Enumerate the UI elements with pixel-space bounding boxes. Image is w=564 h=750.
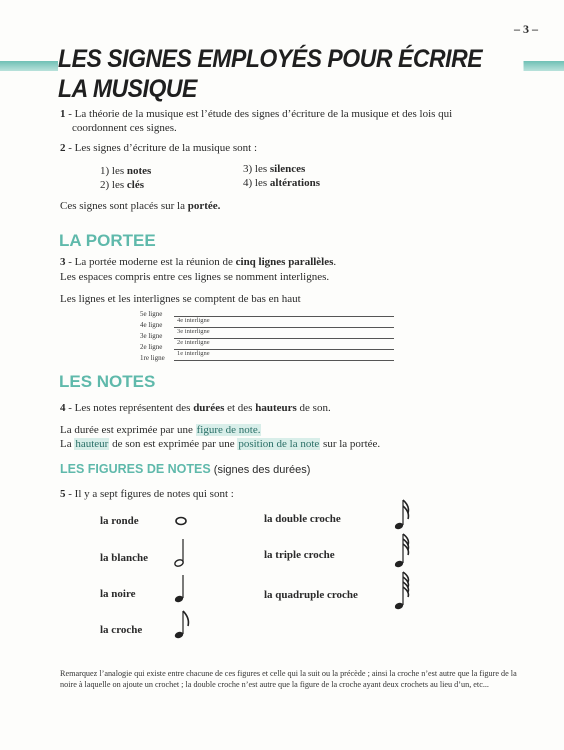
space-label: 3e interligne: [177, 328, 210, 335]
section-heading-notes: LES NOTES: [59, 372, 156, 391]
paragraph-1: 1 - La théorie de la musique est l’étude des signes d’écriture de la musique et des lois qui: [60, 108, 453, 120]
list-item: 1) les notes: [100, 165, 152, 177]
paragraph-3-cont: Les espaces compris entre ces lignes se nomment interlignes.: [60, 271, 330, 283]
paragraph-1-cont: coordonnent ces signes.: [72, 122, 177, 134]
line-label: 5e ligne: [140, 310, 163, 318]
paragraph-5: 5 - Il y a sept figures de notes qui sont :: [60, 488, 234, 500]
line-label: 3e ligne: [140, 332, 163, 340]
space-label: 4e interligne: [177, 317, 210, 324]
note-label: la quadruple croche: [264, 589, 358, 601]
page-title: LES SIGNES EMPLOYÉS POUR ÉCRIRE LA MUSIQUE: [58, 44, 524, 104]
note-label: la blanche: [100, 552, 148, 564]
hauteur-sentence: La hauteur de son est exprimée par une position de la note sur la portée.: [60, 438, 381, 450]
paragraph-2: 2 - Les signes d’écriture de la musique sont :: [60, 142, 258, 154]
note-label: la ronde: [100, 515, 139, 527]
note-label: la croche: [100, 624, 143, 636]
section-heading-figures: LES FIGURES DE NOTES (signes des durées): [60, 462, 311, 476]
list-item: 2) les clés: [100, 179, 144, 191]
note-label: la triple croche: [264, 549, 335, 561]
note-label: la noire: [100, 588, 136, 600]
page-number: – 3 –: [514, 22, 538, 36]
eighth-note-icon: [172, 610, 192, 645]
thirty-second-note-icon: [392, 533, 412, 574]
line-label: 2e ligne: [140, 343, 163, 351]
quarter-note-icon: [172, 574, 186, 609]
duree-sentence: La durée est exprimée par une figure de note.: [60, 424, 261, 436]
section-heading-portee: LA PORTEE: [59, 231, 156, 250]
line-label: 4e ligne: [140, 321, 163, 329]
paragraph-3: 3 - La portée moderne est la réunion de cinq lignes parallèles.: [60, 256, 337, 268]
list-item: 3) les silences: [243, 163, 306, 175]
sixty-fourth-note-icon: [392, 571, 412, 616]
staff-line: [174, 360, 394, 361]
whole-note-icon: [174, 514, 188, 533]
half-note-icon: [172, 538, 186, 573]
line-label: 1re ligne: [140, 354, 165, 362]
paragraph-4: 4 - Les notes représentent des durées et des hauteurs de son.: [60, 402, 331, 414]
space-label: 2e interligne: [177, 339, 210, 346]
list-item: 4) les altérations: [243, 177, 320, 189]
sixteenth-note-icon: [392, 499, 412, 536]
placed-sentence: Ces signes sont placés sur la portée.: [60, 200, 221, 212]
remark-note: Remarquez l’analogie qui existe entre chacune de ces figures et celle qui la suit ou la précède ; ainsi la croche n’est autre que la figure de la noire à laquelle on ajoute un crochet ; la double croche n’est autre que la figure de la croche ayant deux crochets au lieu d’un, etc...: [60, 669, 517, 689]
space-label: 1e interligne: [177, 350, 210, 357]
count-sentence: Les lignes et les interlignes se comptent de bas en haut: [60, 293, 301, 305]
note-label: la double croche: [264, 513, 341, 525]
